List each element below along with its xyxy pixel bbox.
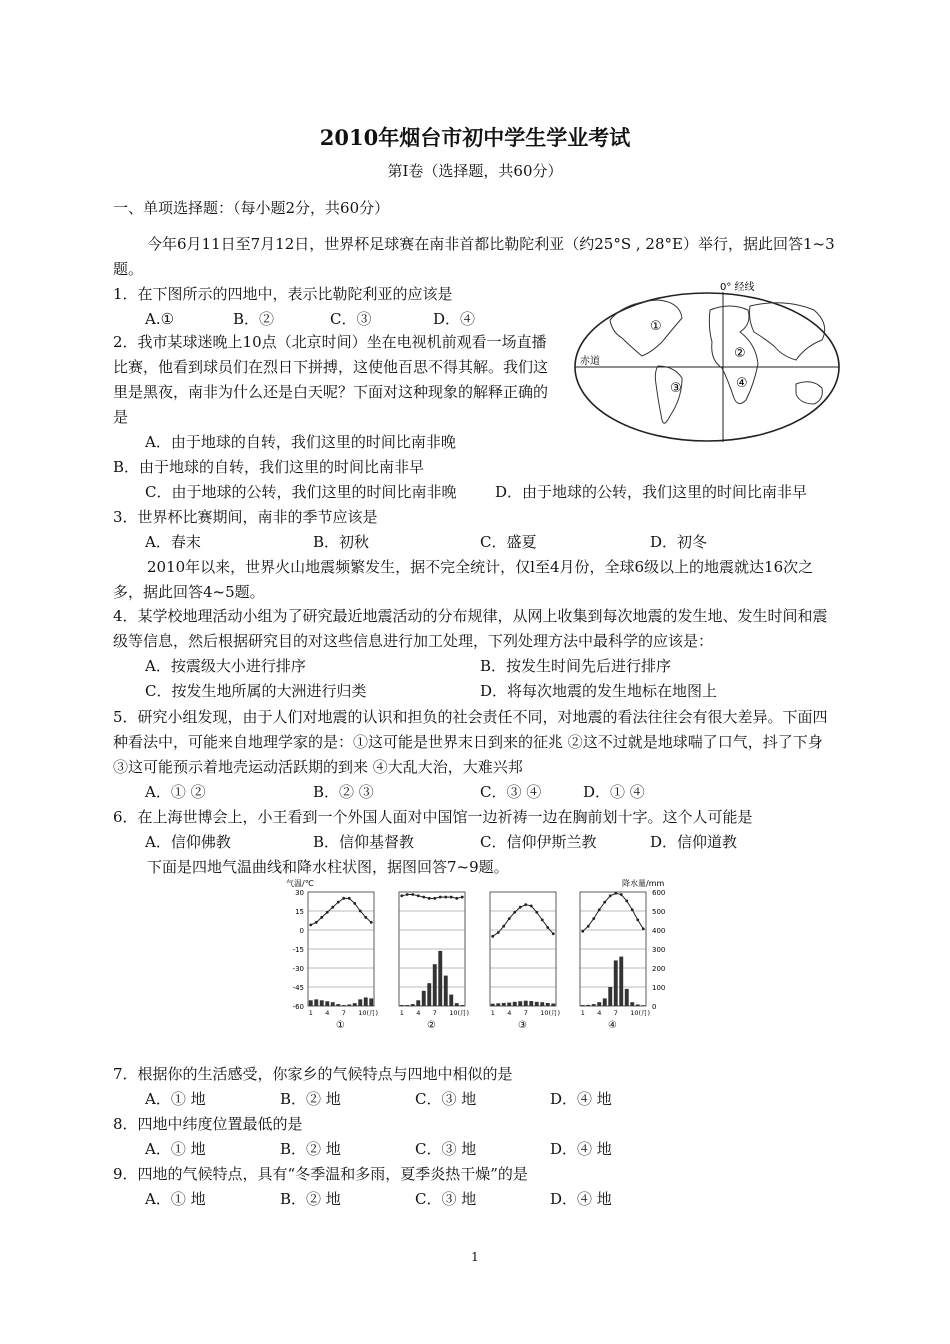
meridian-label: 0° 经线 xyxy=(720,282,755,293)
climate-panel-1 xyxy=(308,892,378,1031)
month-label: 7 xyxy=(432,1009,437,1017)
temp-point xyxy=(353,902,356,905)
temp-point xyxy=(359,910,362,913)
q2-option-a: A．由于地球的自转，我们这里的时间比南非晚 xyxy=(145,433,456,451)
month-label: 7 xyxy=(341,1009,346,1017)
climate-panel-2 xyxy=(399,892,469,1031)
precip-tick-label: 200 xyxy=(652,965,666,973)
temp-point xyxy=(636,918,639,921)
precip-bar xyxy=(608,987,612,1006)
temp-point xyxy=(541,918,544,921)
q6-stem: 6．在上海世博会上，小王看到一个外国人面对中国馆一边祈祷一边在胸前划十字。这个人可能是 xyxy=(113,808,753,826)
temp-point xyxy=(609,894,612,897)
precip-bar xyxy=(597,1002,601,1006)
precip-bar xyxy=(507,1003,511,1006)
q4-stem: 4．某学校地理活动小组为了研究最近地震活动的分布规律，从网上收集到每次地震的发生地、发生时间和震级等信息，然后根据研究目的对这些信息进行加工处理，下列处理方法中最科学的应该是： xyxy=(113,607,828,650)
precip-bar xyxy=(603,998,607,1006)
climate-panel-3 xyxy=(490,892,560,1031)
temp-tick-label: 30 xyxy=(295,889,304,897)
precip-bar xyxy=(540,1002,544,1006)
q3-option-d: D．初冬 xyxy=(650,533,708,551)
month-label: 4 xyxy=(325,1009,330,1017)
temp-point xyxy=(587,925,590,928)
temp-point xyxy=(598,908,601,911)
temp-point xyxy=(502,925,505,928)
temp-point xyxy=(422,896,425,899)
q7-option-a: A．① 地 xyxy=(145,1090,206,1108)
precip-bar xyxy=(342,1005,346,1006)
q4-option-a: A．按震级大小进行排序 xyxy=(145,657,306,675)
q8-option-d: D．④ 地 xyxy=(550,1140,612,1158)
temp-point xyxy=(530,905,533,908)
station-label: ④ xyxy=(608,1020,617,1031)
q7-option-d: D．④ 地 xyxy=(550,1090,612,1108)
precip-bar xyxy=(438,951,442,1006)
q1-option-a: A.① xyxy=(145,310,175,328)
precip-bar xyxy=(518,1001,522,1006)
month-label: 1 xyxy=(308,1009,313,1017)
q7-option-c: C．③ 地 xyxy=(415,1090,477,1108)
precip-bar xyxy=(460,1005,464,1006)
precip-bar xyxy=(502,1003,506,1006)
temp-point xyxy=(331,906,334,909)
q8-option-a: A．① 地 xyxy=(145,1140,206,1158)
precip-bar xyxy=(491,1004,495,1006)
temp-point xyxy=(603,901,606,904)
month-label: 1 xyxy=(399,1009,404,1017)
q9-option-d: D．④ 地 xyxy=(550,1190,612,1208)
q5-option-b: B．② ③ xyxy=(313,783,374,801)
q8-option-b: B．② 地 xyxy=(280,1140,341,1158)
temp-point xyxy=(552,932,555,935)
temp-point xyxy=(348,897,351,900)
precip-bar xyxy=(325,1001,329,1006)
precip-bar xyxy=(496,1003,500,1006)
page-title: 2010年烟台市初中学生学业考试 xyxy=(319,125,631,150)
temp-point xyxy=(315,921,318,924)
station-label: ③ xyxy=(518,1020,527,1031)
precip-bar xyxy=(433,964,437,1006)
q7-option-b: B．② 地 xyxy=(280,1090,341,1108)
temp-tick-label: -15 xyxy=(292,946,304,954)
precip-bar xyxy=(630,1002,634,1006)
temp-point xyxy=(519,906,522,909)
precip-bar xyxy=(358,999,362,1006)
precip-bar xyxy=(592,1004,596,1006)
temp-point xyxy=(620,893,623,896)
precip-bar xyxy=(513,1002,517,1006)
precip-bar xyxy=(400,1005,404,1006)
q5-option-d: D．① ④ xyxy=(583,783,645,801)
month-label: 4 xyxy=(507,1009,512,1017)
precip-bar xyxy=(331,1002,335,1006)
temp-point xyxy=(581,930,584,933)
precip-bar xyxy=(529,1001,533,1006)
precip-tick-label: 300 xyxy=(652,946,666,954)
q2-option-b: B．由于地球的自转，我们这里的时间比南非早 xyxy=(113,458,425,476)
temp-point xyxy=(400,894,403,897)
precip-bar xyxy=(411,1004,415,1006)
month-label: 10(月) xyxy=(358,1009,379,1017)
precip-bar xyxy=(369,998,373,1006)
precip-bar xyxy=(535,1002,539,1006)
q5-stem: 5．研究小组发现，由于人们对地震的认识和担负的社会责任不同，对地震的看法往往会有很大差异。下面四种看法中，可能来自地理学家的是：①这可能是世界末日到来的征兆 ②这不过就是地球喘了口气，抖了下身 ③这可能预示着地壳运动活跃期的到来 ④大乱大治，大难兴邦 xyxy=(113,708,828,776)
temp-point xyxy=(513,911,516,914)
q1-stem: 1．在下图所示的四地中，表示比勒陀利亚的应该是 xyxy=(113,285,453,303)
temp-tick-label: -60 xyxy=(292,1003,304,1011)
temp-tick-label: -30 xyxy=(292,965,304,973)
q4-option-b: B．按发生时间先后进行排序 xyxy=(480,657,672,675)
precip-bar xyxy=(625,989,629,1006)
precip-bar xyxy=(636,1004,640,1006)
q9-stem: 9．四地的气候特点，具有“冬季温和多雨，夏季炎热干燥”的是 xyxy=(113,1165,528,1183)
q6-option-b: B．信仰基督教 xyxy=(313,833,415,851)
temp-point xyxy=(342,897,345,900)
q1-option-d: D．④ xyxy=(433,310,476,328)
q8-stem: 8．四地中纬度位置最低的是 xyxy=(113,1115,303,1133)
section-heading: 一、单项选择题：（每小题2分，共60分） xyxy=(113,199,390,217)
temp-point xyxy=(592,917,595,920)
q6-option-d: D．信仰道教 xyxy=(650,833,738,851)
q1-option-c: C．③ xyxy=(330,310,372,328)
temp-tick-label: 15 xyxy=(295,908,304,916)
temp-point xyxy=(450,896,453,899)
world-map xyxy=(570,280,845,450)
q7-stem: 7．根据你的生活感受，你家乡的气候特点与四地中相似的是 xyxy=(113,1065,513,1083)
precip-bar xyxy=(524,1001,528,1006)
precip-tick-label: 0 xyxy=(652,1003,657,1011)
precip-bar xyxy=(641,1005,645,1006)
temp-point xyxy=(309,924,312,927)
precip-bar xyxy=(619,957,623,1006)
precip-tick-label: 600 xyxy=(652,889,666,897)
page-number: 1 xyxy=(471,1250,479,1264)
q5-option-c: C．③ ④ xyxy=(480,783,542,801)
q4-option-d: D．将每次地震的发生地标在地图上 xyxy=(480,682,718,700)
temp-point xyxy=(491,935,494,938)
month-label: 10(月) xyxy=(540,1009,561,1017)
q2-option-d: D．由于地球的公转，我们这里的时间比南非早 xyxy=(495,483,808,501)
q2-option-c: C．由于地球的公转，我们这里的时间比南非晚 xyxy=(145,483,457,501)
map-mark-1: ① xyxy=(650,319,662,334)
month-label: 7 xyxy=(523,1009,528,1017)
temp-point xyxy=(370,921,373,924)
month-label: 7 xyxy=(613,1009,618,1017)
temp-point xyxy=(433,897,436,900)
precip-bar xyxy=(581,1005,585,1006)
temp-axis-label: 气温/℃ xyxy=(286,879,314,888)
temp-point xyxy=(428,897,431,900)
precip-bar xyxy=(405,1005,409,1006)
precip-bar xyxy=(422,991,426,1006)
temp-point xyxy=(546,926,549,929)
temp-tick-label: -45 xyxy=(292,984,304,992)
temp-point xyxy=(524,903,527,906)
temp-line xyxy=(493,905,554,937)
intro-paragraph-2: 2010年以来，世界火山地震频繁发生，据不完全统计，仅l至4月份，全球6级以上的地震就达16次之多，据此回答4~5题。 xyxy=(113,558,814,601)
q9-option-c: C．③ 地 xyxy=(415,1190,477,1208)
precip-bar xyxy=(551,1004,555,1006)
precip-tick-label: 500 xyxy=(652,908,666,916)
month-label: 10(月) xyxy=(630,1009,651,1017)
q3-stem: 3．世界杯比赛期间，南非的季节应该是 xyxy=(113,508,378,526)
precip-bar xyxy=(364,997,368,1006)
temp-line xyxy=(583,893,644,931)
month-label: 4 xyxy=(416,1009,421,1017)
precip-bar xyxy=(353,1003,357,1006)
precip-bar xyxy=(347,1004,351,1006)
month-label: 1 xyxy=(580,1009,585,1017)
station-label: ① xyxy=(336,1020,345,1031)
precip-bar xyxy=(427,983,431,1006)
temp-point xyxy=(614,892,617,895)
intro-paragraph-1: 今年6月11日至7月12日，世界杯足球赛在南非首都比勒陀利亚（约25°S , 28°E）举行，据此回答1~3题。 xyxy=(113,235,835,278)
q3-option-c: C．盛夏 xyxy=(480,533,537,551)
temp-point xyxy=(642,927,645,930)
precip-bar xyxy=(449,995,453,1006)
temp-point xyxy=(455,897,458,900)
q9-option-b: B．② 地 xyxy=(280,1190,341,1208)
precip-tick-label: 400 xyxy=(652,927,666,935)
month-label: 1 xyxy=(490,1009,495,1017)
precip-bar xyxy=(586,1005,590,1006)
temp-point xyxy=(535,911,538,914)
precip-bar xyxy=(546,1003,550,1006)
q1-option-b: B．② xyxy=(233,310,275,328)
q2-stem: 2．我市某球迷晚上10点（北京时间）坐在电视机前观看一场直播比赛，他看到球员们在烈日下拼搏，这使他百思不得其解。我们这里是黑夜，南非为什么还是白天呢？下面对这种现象的解释正确的是 xyxy=(113,333,549,426)
precip-bar xyxy=(320,1000,324,1006)
temp-point xyxy=(461,896,464,899)
temp-point xyxy=(364,916,367,919)
temp-point xyxy=(497,931,500,934)
month-label: 10(月) xyxy=(449,1009,470,1017)
page-subtitle: 第I卷（选择题，共60分） xyxy=(387,162,563,180)
map-mark-3: ③ xyxy=(670,381,682,396)
equator-label: 赤道 xyxy=(580,356,600,367)
month-label: 4 xyxy=(597,1009,602,1017)
precip-tick-label: 100 xyxy=(652,984,666,992)
climate-panel-4 xyxy=(580,892,650,1031)
precip-bar xyxy=(455,1003,459,1006)
temp-point xyxy=(337,901,340,904)
q3-option-b: B．初秋 xyxy=(313,533,370,551)
temp-point xyxy=(625,899,628,902)
temp-point xyxy=(406,893,409,896)
q8-option-c: C．③ 地 xyxy=(415,1140,477,1158)
q4-option-c: C．按发生地所属的大洲进行归类 xyxy=(145,682,367,700)
precip-bar xyxy=(336,1004,340,1006)
station-label: ② xyxy=(427,1020,436,1031)
temp-point xyxy=(631,908,634,911)
precip-axis-label: 降水量/mm xyxy=(622,879,665,888)
precip-bar xyxy=(309,1000,313,1006)
precip-bar xyxy=(614,960,618,1006)
temp-point xyxy=(439,896,442,899)
precip-bar xyxy=(444,976,448,1006)
temp-point xyxy=(417,894,420,897)
intro-paragraph-3: 下面是四地气温曲线和降水柱状图，据图回答7~9题。 xyxy=(147,858,509,876)
q6-option-c: C．信仰伊斯兰教 xyxy=(480,833,597,851)
temp-point xyxy=(320,916,323,919)
temp-line xyxy=(311,898,372,925)
temp-point xyxy=(411,893,414,896)
precip-bar xyxy=(416,1000,420,1006)
temp-line xyxy=(402,895,463,899)
temp-tick-label: 0 xyxy=(299,927,304,935)
climate-charts xyxy=(282,876,667,1036)
precip-bar xyxy=(314,999,318,1006)
map-mark-4: ④ xyxy=(736,376,748,391)
map-mark-2: ② xyxy=(734,346,746,361)
q5-option-a: A．① ② xyxy=(145,783,206,801)
temp-point xyxy=(508,917,511,920)
q3-option-a: A．春末 xyxy=(145,533,201,551)
temp-point xyxy=(444,896,447,899)
q6-option-a: A．信仰佛教 xyxy=(145,833,231,851)
temp-point xyxy=(326,911,329,914)
q9-option-a: A．① 地 xyxy=(145,1190,206,1208)
